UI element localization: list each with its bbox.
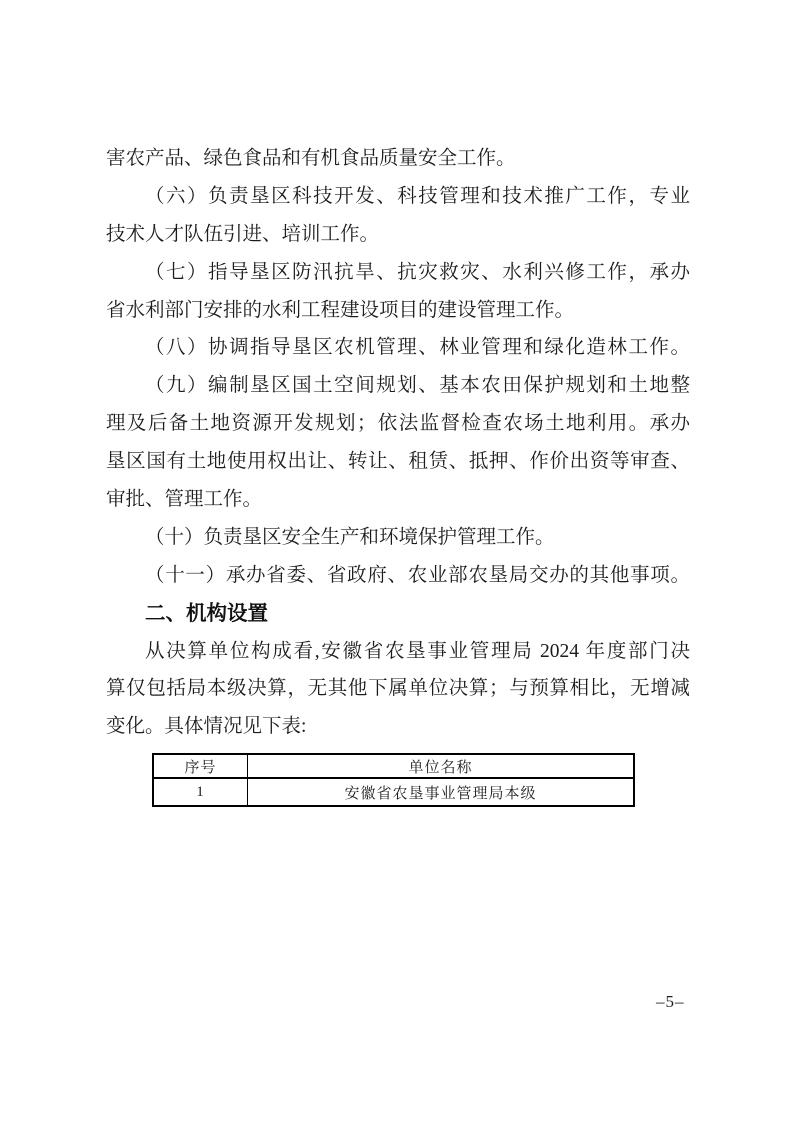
paragraph-line: 省水利部门安排的水利工程建设项目的建设管理工作。	[106, 299, 575, 321]
cell-unit-name: 安徽省农垦事业管理局本级	[248, 778, 635, 806]
paragraph-line: 算仅包括局本级决算，无其他下属单位决算；与预算相比，无增减	[106, 678, 690, 700]
units-table-header	[153, 754, 634, 778]
paragraph-line: 从决算单位构成看,安徽省农垦事业管理局 2024 年度部门决	[145, 640, 690, 662]
units-table	[152, 753, 635, 807]
table-header-row	[153, 754, 634, 778]
paragraph-line: （十一）承办省委、省政府、农业部农垦局交办的其他事项。	[145, 564, 690, 586]
paragraph-line: （七）指导垦区防汛抗旱、抗灾救灾、水利兴修工作，承办	[145, 261, 690, 283]
col-header-unit-name: 单位名称	[248, 754, 635, 778]
page-number: –5–	[656, 992, 685, 1011]
paragraph-line: 垦区国有土地使用权出让、转让、租赁、抵押、作价出资等审查、	[106, 451, 690, 473]
table-row	[153, 778, 634, 806]
section-heading: 二、机构设置	[145, 601, 268, 625]
document-body	[106, 140, 690, 746]
paragraph-line: （六）负责垦区科技开发、科技管理和技术推广工作，专业	[145, 185, 690, 207]
cell-index: 1	[153, 778, 248, 806]
paragraph-line: 变化。具体情况见下表:	[106, 716, 307, 738]
paragraph-line: （十）负责垦区安全生产和环境保护管理工作。	[145, 526, 555, 548]
paragraph-line: 审批、管理工作。	[106, 489, 263, 511]
paragraph-line: （八）协调指导垦区农机管理、林业管理和绿化造林工作。	[145, 337, 690, 359]
paragraph-line: （九）编制垦区国土空间规划、基本农田保护规划和土地整	[145, 375, 690, 397]
paragraph-line: 理及后备土地资源开发规划；依法监督检查农场土地利用。承办	[106, 413, 690, 435]
paragraph-line: 害农产品、绿色食品和有机食品质量安全工作。	[106, 148, 516, 169]
units-table-body	[153, 778, 634, 806]
col-header-index: 序号	[153, 754, 248, 778]
paragraph-line: 技术人才队伍引进、培训工作。	[106, 223, 380, 245]
